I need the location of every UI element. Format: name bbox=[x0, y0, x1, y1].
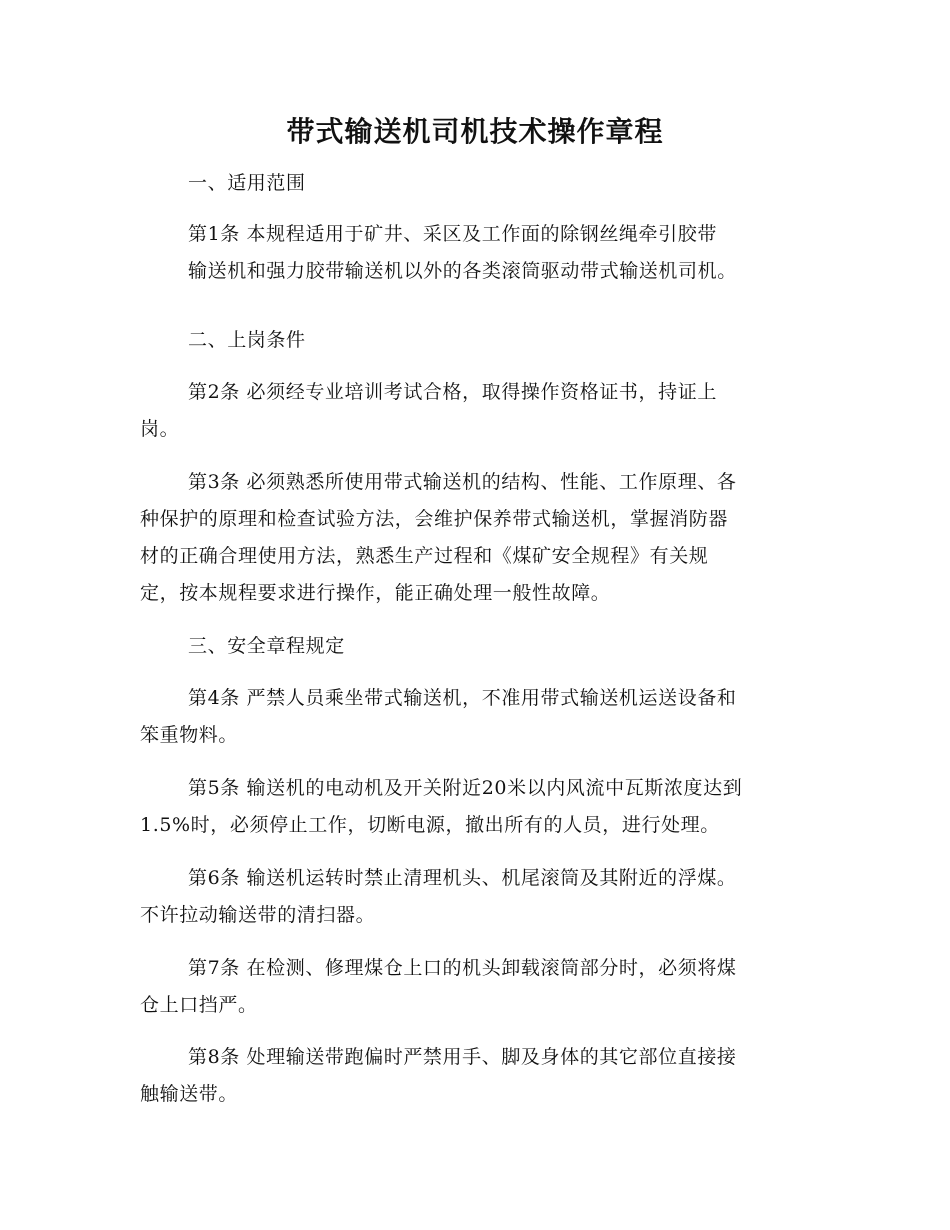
article-line: 仓上口挡严。 bbox=[140, 994, 258, 1016]
article-line: 第8条 处理输送带跑偏时严禁用手、脚及身体的其它部位直接接 bbox=[188, 1046, 737, 1068]
section-heading-text: 一、适用范围 bbox=[188, 172, 306, 194]
article-line: 第7条 在检测、修理煤仓上口的机头卸载滚筒部分时，必须将煤 bbox=[188, 957, 737, 979]
article-1 bbox=[140, 216, 820, 290]
article-3 bbox=[140, 464, 820, 612]
section-heading-safety bbox=[140, 628, 820, 665]
article-line: 第6条 输送机运转时禁止清理机头、机尾滚筒及其附近的浮煤。 bbox=[188, 867, 737, 889]
article-line: 输送机和强力胶带输送机以外的各类滚筒驱动带式输送机司机。 bbox=[188, 260, 737, 282]
document-title: 带式输送机司机技术操作章程 bbox=[286, 115, 664, 148]
article-2 bbox=[140, 374, 820, 448]
section-heading-requirements bbox=[140, 322, 820, 359]
article-line: 材的正确合理使用方法，熟悉生产过程和《煤矿安全规程》有关规 bbox=[140, 545, 709, 567]
section-heading-text: 三、安全章程规定 bbox=[188, 635, 345, 657]
section-heading-scope bbox=[140, 165, 820, 202]
article-5 bbox=[140, 770, 820, 844]
article-6 bbox=[140, 860, 820, 934]
article-line: 岗。 bbox=[140, 418, 180, 440]
article-line: 笨重物料。 bbox=[140, 724, 239, 746]
article-line: 第2条 必须经专业培训考试合格，取得操作资格证书，持证上 bbox=[188, 381, 717, 403]
section-heading-text: 二、上岗条件 bbox=[188, 329, 306, 351]
article-8 bbox=[140, 1039, 820, 1113]
article-4 bbox=[140, 680, 820, 754]
article-7 bbox=[140, 950, 820, 1024]
article-line: 种保护的原理和检查试验方法，会维护保养带式输送机，掌握消防器 bbox=[140, 508, 729, 530]
article-line: 1.5%时，必须停止工作，切断电源，撤出所有的人员，进行处理。 bbox=[140, 814, 720, 836]
article-line: 第5条 输送机的电动机及开关附近20米以内风流中瓦斯浓度达到 bbox=[188, 777, 743, 799]
article-line: 触输送带。 bbox=[140, 1083, 239, 1105]
article-line: 第4条 严禁人员乘坐带式输送机，不准用带式输送机运送设备和 bbox=[188, 687, 737, 709]
article-line: 第1条 本规程适用于矿井、采区及工作面的除钢丝绳牵引胶带 bbox=[188, 223, 717, 245]
article-line: 不许拉动输送带的清扫器。 bbox=[140, 904, 376, 926]
article-line: 第3条 必须熟悉所使用带式输送机的结构、性能、工作原理、各 bbox=[188, 471, 737, 493]
article-line: 定，按本规程要求进行操作，能正确处理一般性故障。 bbox=[140, 582, 611, 604]
